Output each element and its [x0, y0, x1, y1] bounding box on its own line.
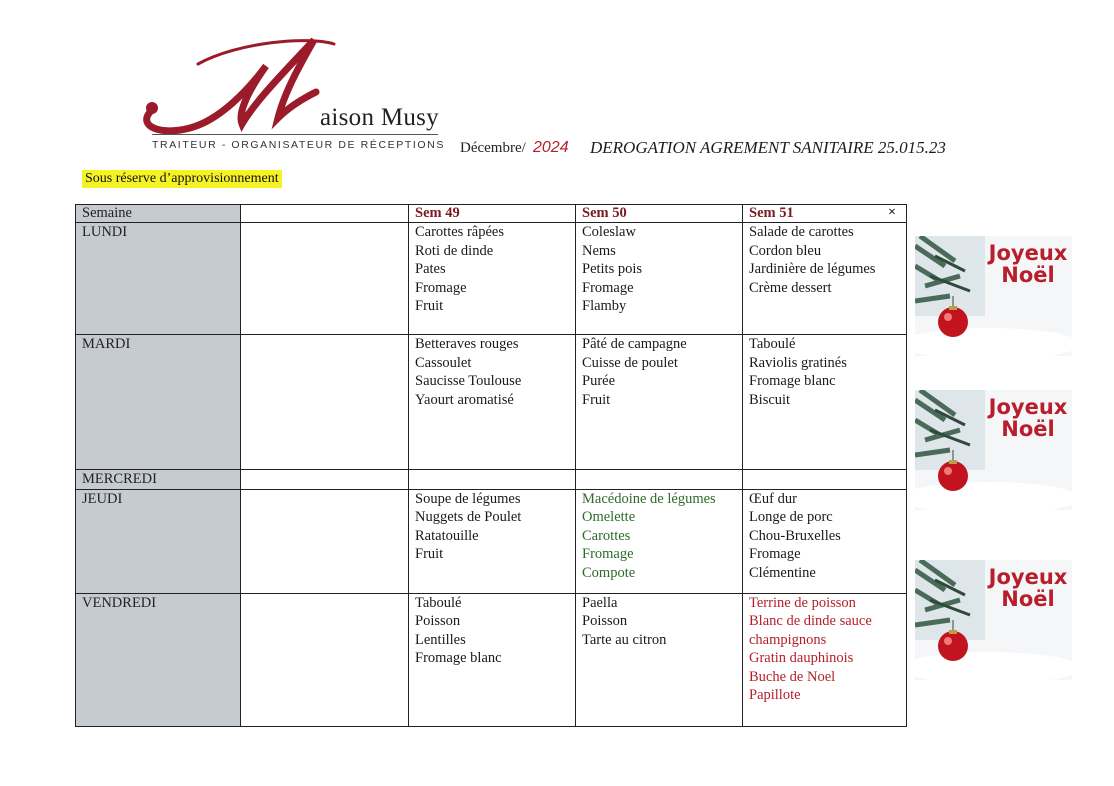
menu-item: Biscuit [749, 391, 791, 408]
menu-item: Tarte au citron [582, 631, 667, 648]
greeting-line-1: Joyeux [988, 395, 1068, 419]
menu-cell-lundi-w49 [409, 223, 576, 335]
menu-item: Fromage [582, 279, 634, 296]
menu-item: Blanc de dinde sauce [749, 613, 872, 629]
menu-item: Petits pois [582, 261, 643, 277]
menu-item: Ratatouille [415, 527, 479, 544]
brand-tagline: TRAITEUR - ORGANISATEUR DE RÉCEPTIONS [152, 139, 445, 151]
table-row [76, 223, 907, 335]
menu-item: Poisson [582, 613, 628, 629]
menu-item: Carottes râpées [415, 224, 504, 240]
menu-item: Fruit [582, 391, 611, 408]
brand-name: aison Musy [320, 104, 439, 131]
menu-item: Pates [415, 261, 446, 277]
menu-cell-mardi-w51 [743, 335, 907, 470]
menu-item: Carottes [582, 527, 631, 544]
menu-item: Fromage [582, 546, 634, 562]
week-49-label: Sem 49 [415, 205, 460, 221]
menu-item: Roti de dinde [415, 242, 494, 259]
menu-item: champignons [749, 631, 827, 648]
menu-item: Pâté de campagne [582, 336, 687, 352]
greeting-line-1: Joyeux [988, 241, 1068, 265]
document-month: Décembre/ [460, 140, 526, 156]
menu-cell-lundi-w50 [576, 223, 743, 335]
menu-item: Terrine de poisson [749, 594, 856, 611]
day-label-jeudi: JEUDI [76, 489, 241, 593]
menu-item: Chou-Bruxelles [749, 527, 841, 544]
menu-cell-jeudi-w50 [576, 489, 743, 593]
menu-item: Fromage blanc [749, 373, 836, 389]
menu-item: Cordon bleu [749, 242, 822, 259]
blank-cell [241, 489, 409, 593]
christmas-card [915, 390, 1072, 510]
brand-divider [152, 134, 438, 135]
greeting-line-1: Joyeux [988, 565, 1068, 589]
day-label-lundi: LUNDI [76, 223, 241, 335]
menu-item: Longe de porc [749, 509, 833, 525]
day-label-vendredi: VENDREDI [76, 593, 241, 726]
menu-item: Taboulé [415, 594, 462, 611]
maison-musy-logo-icon [138, 28, 338, 138]
menu-cell-mercredi-w51 [743, 470, 907, 490]
close-icon: × [888, 205, 896, 220]
week-49-header [409, 205, 576, 223]
greeting-text [985, 396, 1071, 440]
day-label-mardi: MARDI [76, 335, 241, 470]
document-year: 2024 [533, 139, 569, 156]
menu-item: Crème dessert [749, 279, 832, 296]
menu-item: Lentilles [415, 631, 466, 648]
menu-item: Flamby [582, 298, 627, 314]
menu-item: Papillote [749, 687, 801, 703]
menu-item: Cuisse de poulet [582, 354, 678, 371]
menu-item: Omelette [582, 509, 636, 525]
menu-item: Nems [582, 242, 616, 259]
menu-item: Coleslaw [582, 224, 636, 240]
week-51-header [743, 205, 907, 223]
menu-item: Paella [582, 594, 618, 611]
menu-item: Fromage [415, 279, 467, 296]
menu-item: Macédoine de légumes [582, 490, 716, 507]
greeting-line-2: Noël [1001, 263, 1055, 287]
menu-item: Saucisse Toulouse [415, 373, 522, 389]
menu-item: Taboulé [749, 336, 796, 352]
menu-cell-mardi-w49 [409, 335, 576, 470]
menu-cell-jeudi-w51 [743, 489, 907, 593]
week-50-label: Sem 50 [582, 205, 627, 221]
menu-cell-vendredi-w49 [409, 593, 576, 726]
blank-cell [241, 223, 409, 335]
menu-cell-jeudi-w49 [409, 489, 576, 593]
menu-item: Yaourt aromatisé [415, 391, 514, 408]
menu-item: Fromage blanc [415, 650, 502, 666]
greeting-text [985, 566, 1071, 610]
week-51-label: Sem 51 [749, 205, 794, 221]
menu-item: Fruit [415, 298, 444, 314]
christmas-card [915, 560, 1072, 680]
menu-item: Raviolis gratinés [749, 354, 847, 371]
menu-item: Fruit [415, 546, 444, 562]
derogation-notice: DEROGATION AGREMENT SANITAIRE 25.015.23 [590, 138, 946, 157]
menu-item: Clémentine [749, 564, 816, 581]
menu-table [75, 204, 907, 727]
menu-item: Compote [582, 564, 636, 581]
week-50-header [576, 205, 743, 223]
menu-cell-mardi-w50 [576, 335, 743, 470]
day-label-mercredi: MERCREDI [76, 470, 241, 490]
greeting-line-2: Noël [1001, 587, 1055, 611]
menu-item: Œuf dur [749, 490, 797, 507]
header-blank-cell [241, 205, 409, 223]
menu-cell-mercredi-w49 [409, 470, 576, 490]
table-row [76, 470, 907, 490]
menu-item: Nuggets de Poulet [415, 509, 522, 525]
menu-cell-lundi-w51 [743, 223, 907, 335]
menu-item: Purée [582, 373, 616, 389]
menu-cell-vendredi-w51 [743, 593, 907, 726]
christmas-card [915, 236, 1072, 356]
menu-item: Buche de Noel [749, 668, 836, 685]
table-row [76, 489, 907, 593]
blank-cell [241, 593, 409, 726]
menu-cell-vendredi-w50 [576, 593, 743, 726]
menu-item: Jardinière de légumes [749, 261, 876, 277]
greeting-line-2: Noël [1001, 417, 1055, 441]
menu-item: Salade de carottes [749, 224, 854, 240]
table-row [76, 335, 907, 470]
blank-cell [241, 470, 409, 490]
menu-item: Poisson [415, 613, 461, 629]
menu-item: Cassoulet [415, 354, 472, 371]
menu-cell-mercredi-w50 [576, 470, 743, 490]
greeting-text [985, 242, 1071, 286]
menu-item: Soupe de légumes [415, 490, 521, 507]
week-header-label: Semaine [76, 205, 241, 223]
menu-item: Betteraves rouges [415, 336, 519, 352]
blank-cell [241, 335, 409, 470]
supply-disclaimer: Sous réserve d’approvisionnement [82, 170, 282, 188]
menu-item: Fromage [749, 546, 801, 562]
table-header-row [76, 205, 907, 223]
menu-item: Gratin dauphinois [749, 650, 854, 666]
table-row [76, 593, 907, 726]
